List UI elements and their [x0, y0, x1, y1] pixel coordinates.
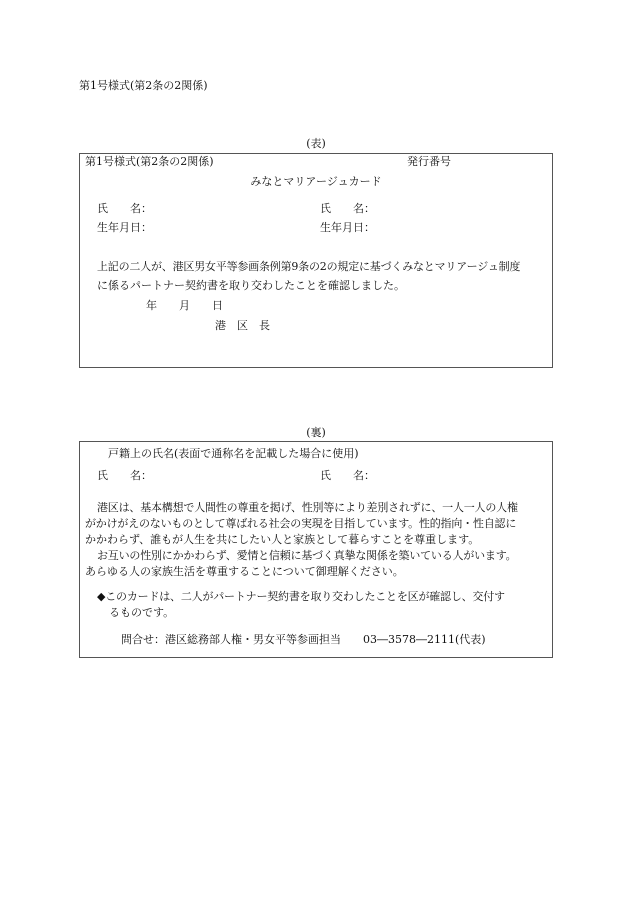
- front-body-line-2: に係るパートナー契約書を取り交わしたことを確認しました。: [97, 279, 405, 292]
- front-name-label-left: 氏 名：: [97, 202, 152, 215]
- front-name-label-right: 氏 名：: [320, 202, 375, 215]
- front-body-line-1: 上記の二人が、港区男女平等参画条例第9条の2の規定に基づくみなとマリアージュ制度: [97, 260, 521, 273]
- back-para1-line-3: かかわらず、誰もが人生を共にしたい人と家族として暮らすことを尊重します。: [85, 533, 480, 546]
- issue-number-label: 発行番号: [407, 155, 451, 168]
- front-form-title: 第1号様式(第2条の2関係): [85, 155, 214, 168]
- back-name-label-left: 氏 名：: [97, 469, 152, 482]
- back-para1-line-2: がかけがえのないものとして尊ばれる社会の実現を目指しています。性的指向・性自認に: [85, 517, 517, 530]
- contact-info: 問合せ：港区総務部人権・男女平等参画担当 03―3578―2111(代表): [121, 633, 486, 646]
- front-side-label: (表): [306, 137, 326, 150]
- mayor-signature: 港 区 長: [215, 319, 270, 332]
- back-card: [79, 441, 553, 658]
- card-title: みなとマリアージュカード: [250, 175, 382, 188]
- date-line: 年 月 日: [146, 299, 223, 312]
- front-birth-label-left: 生年月日：: [97, 221, 152, 234]
- back-para1-line-1: 港区は、基本構想で人間性の尊重を掲げ、性別等により差別されずに、一人一人の人権: [97, 501, 518, 514]
- back-para2-line-2: あらゆる人の家族生活を尊重することについて御理解ください。: [85, 565, 404, 578]
- card-note-line-1: ◆このカードは、二人がパートナー契約書を取り交わしたことを区が確認し、交付す: [97, 590, 505, 603]
- back-side-label: (裏): [306, 426, 326, 439]
- page-form-title: 第1号様式(第2条の2関係): [79, 79, 208, 92]
- card-note-line-2: るものです。: [109, 606, 175, 619]
- family-register-label: 戸籍上の氏名(表面で通称名を記載した場合に使用): [108, 447, 359, 460]
- back-para2-line-1: お互いの性別にかかわらず、愛情と信頼に基づく真摯な関係を築いている人がいます。: [97, 549, 517, 562]
- front-birth-label-right: 生年月日：: [320, 221, 375, 234]
- front-card: [79, 153, 553, 368]
- back-name-label-right: 氏 名：: [320, 469, 375, 482]
